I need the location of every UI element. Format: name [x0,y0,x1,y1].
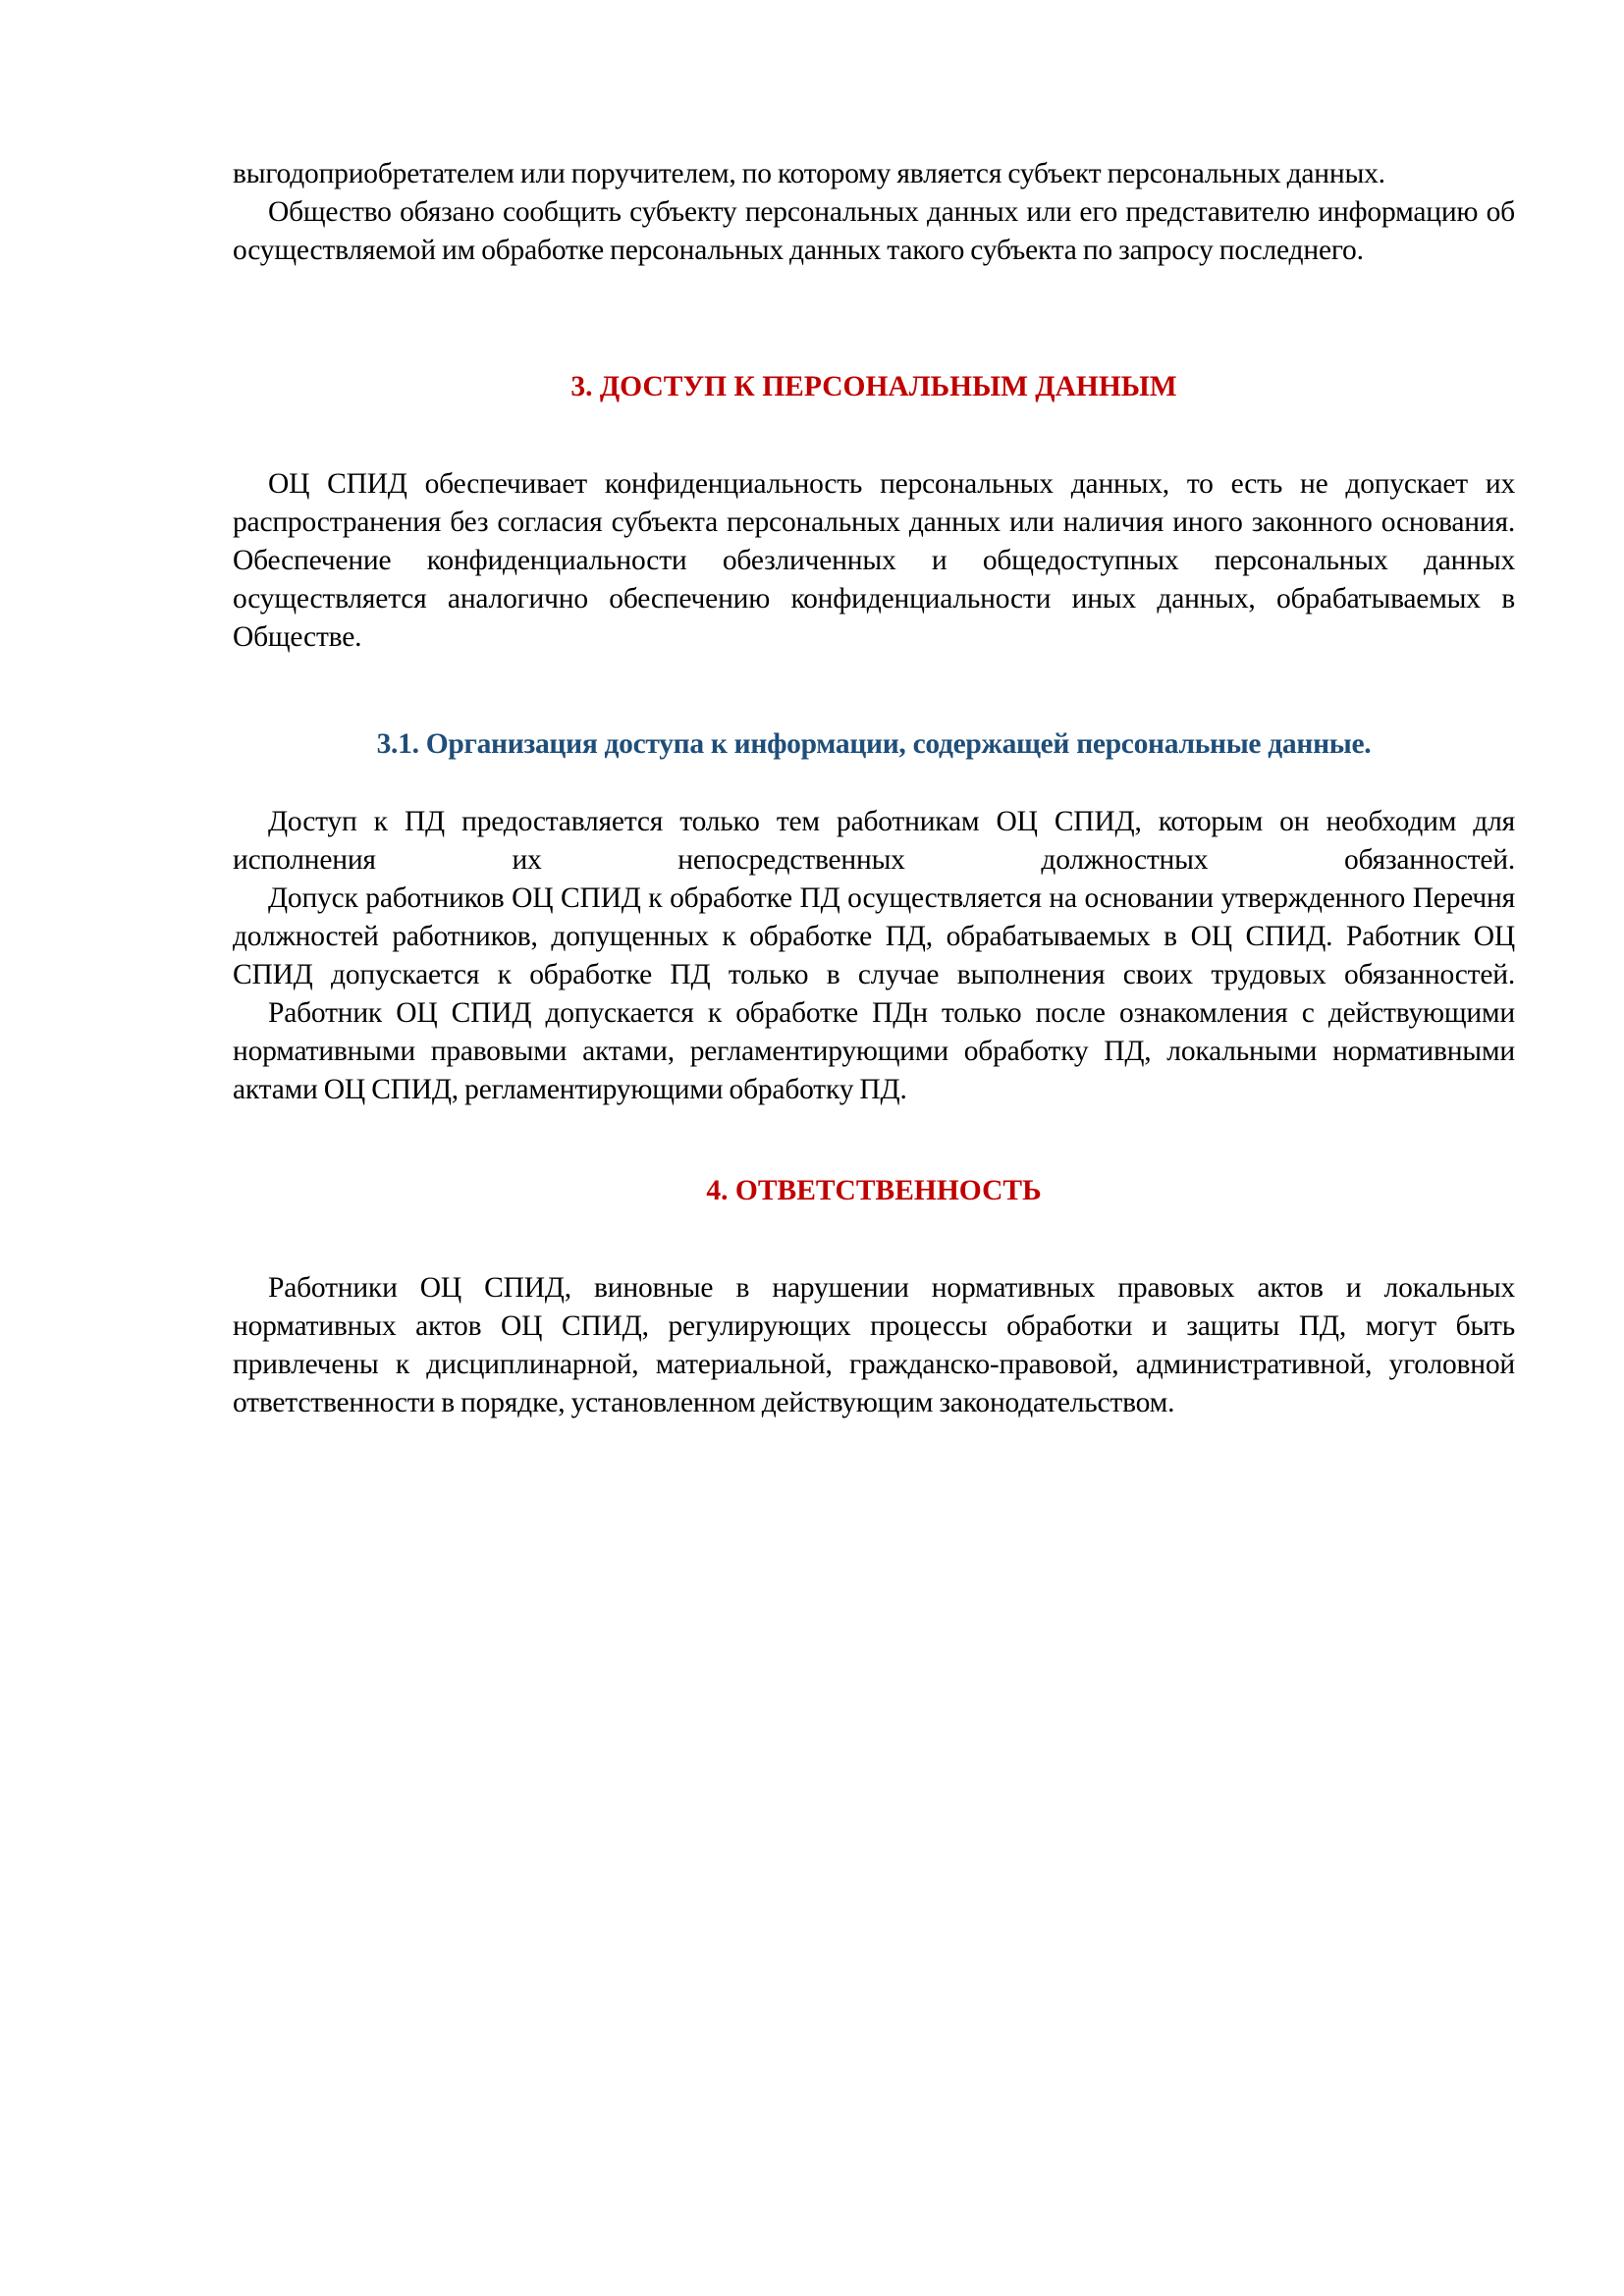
intro-paragraph-obligation: Общество обязано сообщить субъекту персональных данных или его представителю информацию об осуществляемой им обработке персональных данных такого субъекта по запросу последнего. [233,196,1515,266]
section-3-1-paragraph-familiarization: Работник ОЦ СПИД допускается к обработке ПДн только после ознакомления с действующими нормативными правовыми актами, регламентирующими обработку ПД, локальными нормативными актами ОЦ СПИД, регламентирующими обработку ПД. [233,997,1515,1105]
section-3-paragraph: ОЦ СПИД обеспечивает конфиденциальность персональных данных, то есть не допускает их распространения без согласия субъекта персональных данных или наличия иного законного основания. Обеспечение конфиденциальности обезличенных и общедоступных персональных данных осуществляется аналогично обеспечению конфиденциальности иных данных, обрабатываемых в Обществе. [233,468,1515,653]
section-3-1-paragraph-admission: Допуск работников ОЦ СПИД к обработке ПД осуществляется на основании утвержденного Перечня должностей работников, допущенных к обработке ПД, обрабатываемых в ОЦ СПИД. Работник ОЦ СПИД допускается к обработке ПД только в случае выполнения своих трудовых обязанностей. [233,882,1515,990]
section-4-paragraph: Работники ОЦ СПИД, виновные в нарушении нормативных правовых актов и локальных нормативных актов ОЦ СПИД, регулирующих процессы обработки и защиты ПД, могут быть привлечены к дисциплинарной, материальной, гражданско-правовой, административной, уголовной ответственности в порядке, установленном действующим законодательством. [233,1272,1515,1418]
intro-paragraph-continuation: выгодоприобретателем или поручителем, по которому является субъект персональных данных. [233,158,1385,189]
spacer [233,657,1515,725]
spacer [233,1109,1515,1172]
section-4-heading: 4. ОТВЕТСТВЕННОСТЬ [706,1175,1042,1206]
section-3-1-paragraph-access: Доступ к ПД предоставляется только тем работникам ОЦ СПИД, которым он необходим для исполнения их непосредственных должностных обязанностей. [233,806,1515,876]
section-3-heading: 3. ДОСТУП К ПЕРСОНАЛЬНЫМ ДАННЫМ [570,371,1177,402]
spacer [233,270,1515,368]
section-3-1-heading: 3.1. Организация доступа к информации, содержащей персональные данные. [376,728,1372,760]
document-page [233,155,1515,1422]
spacer [233,1210,1515,1269]
spacer [233,406,1515,465]
spacer [233,764,1515,803]
